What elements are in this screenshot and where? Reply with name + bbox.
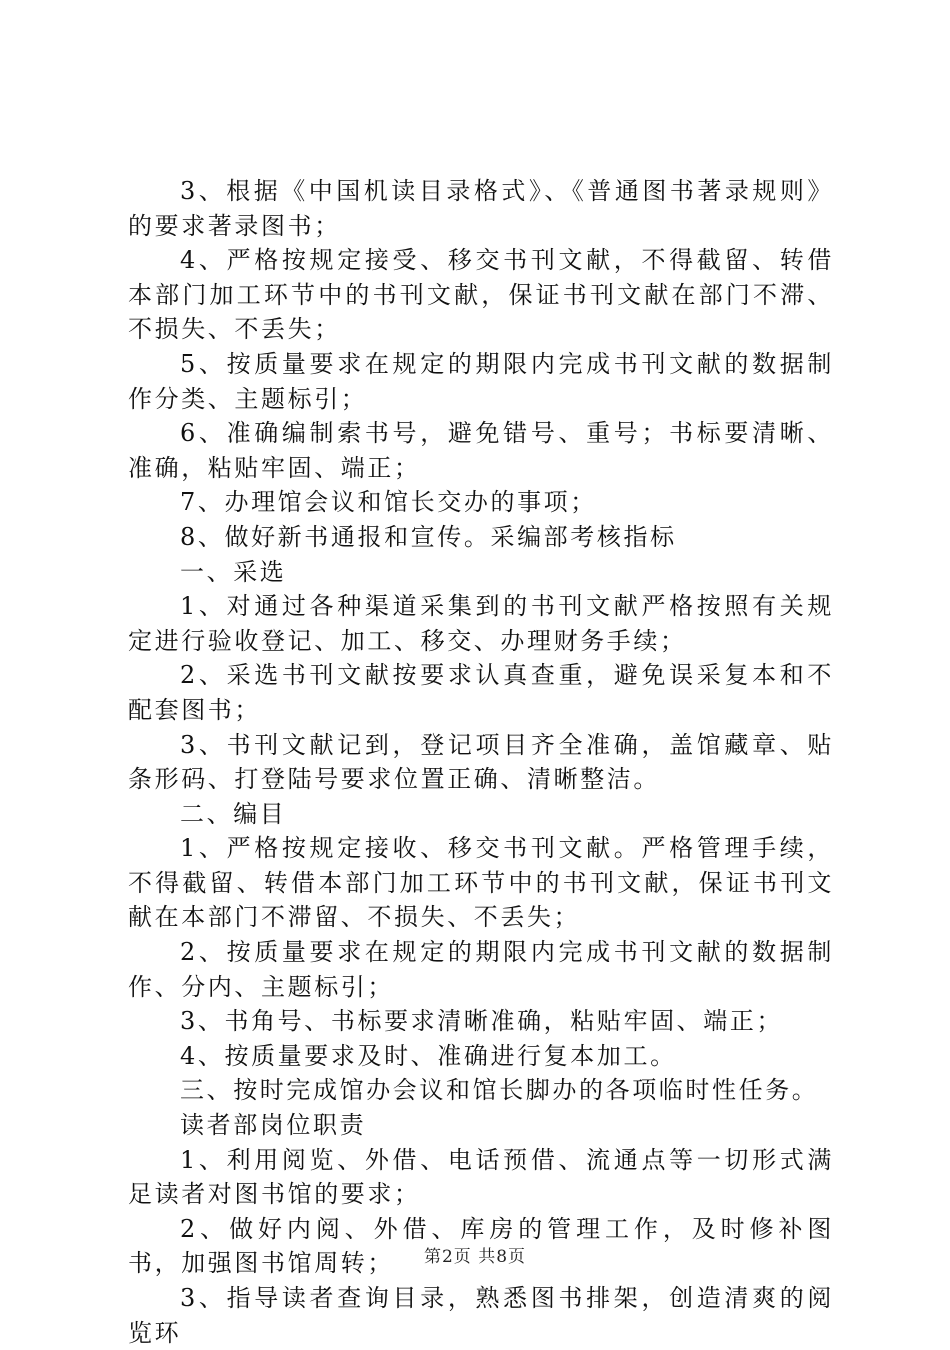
paragraph: 7、办理馆会议和馆长交办的事项； <box>180 488 597 517</box>
paragraph: 8、做好新书通报和宣传。采编部考核指标 <box>180 522 677 551</box>
paragraph: 2、按质量要求在规定的期限内完成书刊文献的数据制作、分内、主题标引； <box>128 938 834 1001</box>
document-body <box>128 174 834 1350</box>
paragraph: 3、指导读者查询目录，熟悉图书排架，创造清爽的阅览环 <box>128 1284 834 1347</box>
section-heading-tasks: 三、按时完成馆办会议和馆长脚办的各项临时性任务。 <box>180 1076 819 1105</box>
page-number-footer: 第2页 共8页 <box>423 1247 527 1267</box>
section-heading-reader-department: 读者部岗位职责 <box>180 1111 367 1140</box>
section-heading-selection: 一、采选 <box>180 557 287 586</box>
paragraph: 3、根据《中国机读目录格式》、《普通图书著录规则》的要求著录图书； <box>128 177 834 240</box>
paragraph: 3、书角号、书标要求清晰准确，粘贴牢固、端正； <box>180 1007 784 1036</box>
paragraph: 3、书刊文献记到，登记项目齐全准确，盖馆藏章、贴条形码、打登陆号要求位置正确、清晰整洁。 <box>128 730 834 794</box>
paragraph: 6、准确编制索书号，避免错号、重号；书标要清晰、准确，粘贴牢固、端正； <box>128 419 834 482</box>
paragraph: 1、严格按规定接收、移交书刊文献。严格管理手续，不得截留、转借本部门加工环节中的书刊文献，保证书刊文献在本部门不滞留、不损失、不丢失； <box>128 834 834 932</box>
paragraph: 1、利用阅览、外借、电话预借、流通点等一切形式满足读者对图书馆的要求； <box>128 1145 834 1209</box>
section-heading-cataloging: 二、编目 <box>180 799 287 828</box>
paragraph: 4、严格按规定接受、移交书刊文献，不得截留、转借本部门加工环节中的书刊文献，保证书刊文献在部门不滞、不损失、不丢失； <box>128 246 834 344</box>
paragraph: 2、采选书刊文献按要求认真查重，避免误采复本和不配套图书； <box>128 661 834 724</box>
paragraph: 4、按质量要求及时、准确进行复本加工。 <box>180 1041 677 1070</box>
paragraph: 1、对通过各种渠道采集到的书刊文献严格按照有关规定进行验收登记、加工、移交、办理财务手续； <box>128 592 834 655</box>
paragraph: 2、做好内阅、外借、库房的管理工作，及时修补图书，加强图书馆周转； <box>128 1214 834 1278</box>
paragraph: 5、按质量要求在规定的期限内完成书刊文献的数据制作分类、主题标引； <box>128 349 834 413</box>
